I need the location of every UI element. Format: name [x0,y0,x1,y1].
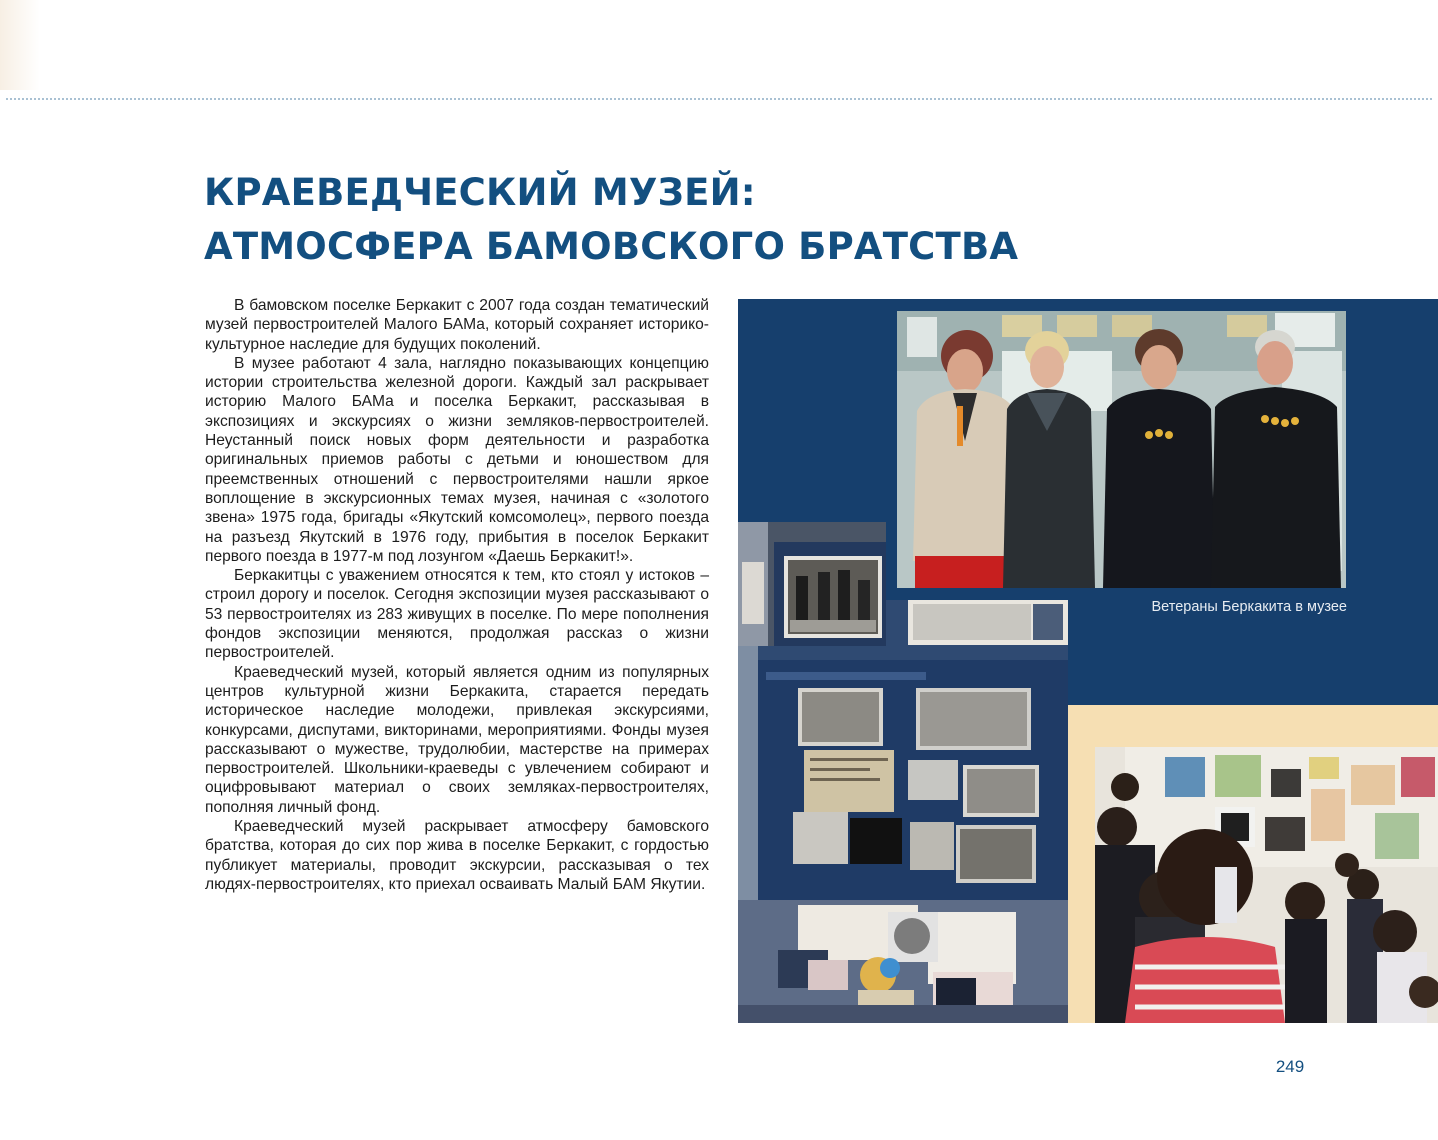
page-edge-tint [0,0,40,90]
paragraph: Краеведческий музей, который является одним из популярных центров культурной жизни Беркакита, старается передать историческое наследие молодежи, привлекая экскурсиями, конкурсами, диспутами, викторинами, мероприятиями. Фонды музея рассказывают о мужестве, трудолюбии, мастерстве на примерах первостроителей. Школьники-краеведы с увлечением собирают и оцифровывают материал о своих земляках-первостроителях, пополняя личный фонд. [205,663,709,816]
paragraph: В музее работают 4 зала, наглядно показывающих концепцию истории строительства железной дороги. Каждый зал раскрывает историю Малого БАМа и поселка Беркакит, рассказывая в экспозициях и экскурсиях о жизни земляков-первостроителей. Неустанный поиск новых форм деятельности и разработка оригинальных приемов работы с детьми и юношеством для преемственных отношений с первостроителями нашли яркое воплощение в экскурсионных темах музея, начиная с «золотого звена» 1975 года, бригады «Якутский комсомолец», первого поезда на разъезд Якутский в 1976 году, прибытия в поселок Беркакит первого поезда в 1977-м под лозунгом «Даешь Беркакит!». [205,354,709,565]
paragraph: В бамовском поселке Беркакит с 2007 года создан тематический музей первостроителей Малого БАМа, который сохраняет историко-культурное наследие для будущих поколений. [205,297,709,353]
page-title [204,166,1018,274]
title-line-1: КРАЕВЕДЧЕСКИЙ МУЗЕЙ: [204,171,756,214]
paragraph: Беркакитцы с уважением относятся к тем, кто стоял у истоков – строил дорогу и поселок. Сегодня экспозиции музея рассказывают о 53 первостроителях из 283 живущих в поселке. По мере пополнения фондов экспозиции меняются, продолжая рассказ о жизни первостроителей. [205,567,709,662]
photo-children-visit [1095,747,1438,1023]
children-photo-image [1095,747,1438,1023]
archive-photo-image [738,522,886,646]
title-line-2: АТМОСФЕРА БАМОВСКОГО БРАТСТВА [204,225,1019,268]
photo-museum-exhibit [738,600,1068,1023]
veterans-photo-image [897,311,1346,588]
article-body [205,296,709,894]
page-number: 249 [1275,1057,1305,1076]
header-dotted-rule [6,98,1432,100]
photo-caption: Ветераны Беркакита в музее [1151,599,1347,615]
paragraph: Краеведческий музей раскрывает атмосферу бамовского братства, которая до сих пор жива в поселке Беркакит, с гордостью публикует материалы, проводит экскурсии, рассказывая о тех людях-первостроителях, кто приехал осваивать Малый БАМ Якутии. [205,818,709,893]
photo-archive-display [738,522,886,646]
photo-veterans [897,311,1346,588]
exhibit-photo-image [738,600,1068,1023]
